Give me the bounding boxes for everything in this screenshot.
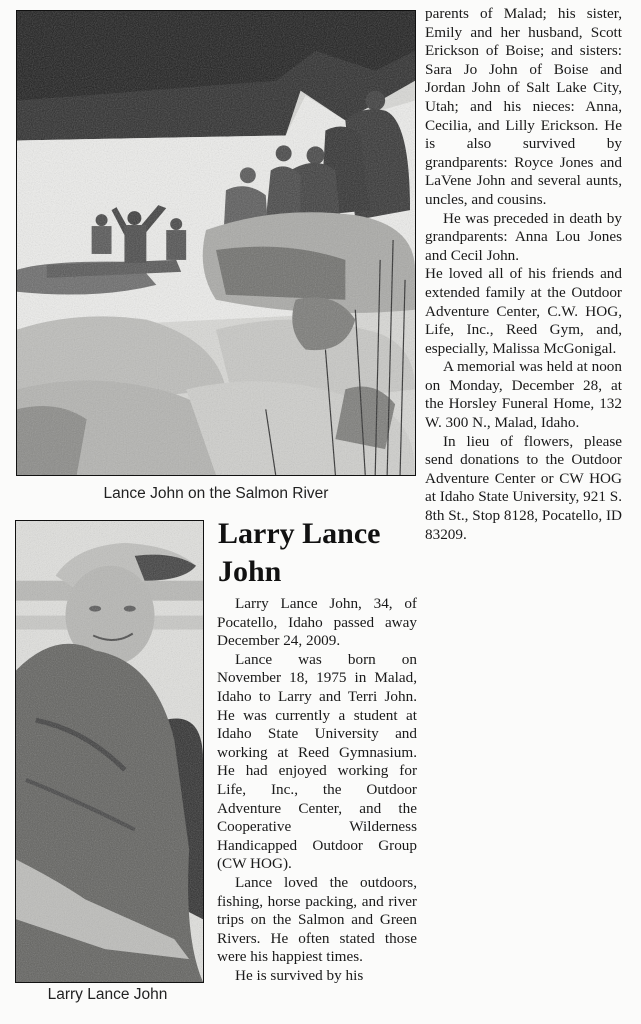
river-rafting-photo [16,10,416,476]
river-photo-caption: Lance John on the Salmon River [103,485,329,502]
paragraph-death-notice: Larry Lance John, 34, of Pocatello, Idaho passed away December 24, 2009. [217,595,417,650]
portrait-photo [15,520,204,983]
paragraph-donations: In lieu of flowers, please send donations to the Outdoor Adventure Center or CW HOG at Idaho State University, 921 S. 8th St., Stop 8128, Pocatello, ID 83209. [425,432,623,543]
paragraph-memorial: A memorial was held at noon on Monday, December 28, at the Horsley Funeral Home, 132 W. 300 N., Malad, Idaho. [425,358,622,432]
paragraph-biography: Lance was born on November 18, 1975 in Malad, Idaho to Larry and Terri John. He was currently a student at Idaho State University and working at Reed Gymnasium. He had enjoyed working for Life, Inc., the Outdoor Adventure Center, and the Cooperative Wilderness Handicapped Outdoor Group (CW HOG). [217,650,417,873]
paragraph-preceded-in-death: He was preceded in death by grandparents: Anna Lou Jones and Cecil John. [425,209,622,264]
paragraph-survivors: parents of Malad; his sister, Emily and her husband, Scott Erickson of Boise; and sisters: Sara Jo John of Boise and Jordan John of Salt Lake City, Utah; and his nieces: Anna, Cecilia, and Lilly Erickson. He is also survived by grandparents: Royce Jones and LaVene John and several aunts, uncles, and cousins. [425,5,622,208]
paragraph-interests: Lance loved the outdoors, fishing, horse packing, and river trips on the Salmon and Green Rivers. He often stated those were his happiest times. [217,873,417,966]
paragraph-survivors-start: He is survived by his [235,966,364,984]
paragraph-friends: He loved all of his friends and extended family at the Outdoor Adventure Center, C.W. HOG, Life, Inc., Reed Gym, and, especially, Malissa McGonigal. [425,265,622,357]
article-column-middle [217,595,417,985]
river-photo-image [17,11,415,475]
portrait-photo-image [16,521,203,982]
obituary-headline: Larry Lance John [218,517,381,588]
portrait-photo-caption: Larry Lance John [47,986,168,1003]
article-column-right [425,5,622,544]
